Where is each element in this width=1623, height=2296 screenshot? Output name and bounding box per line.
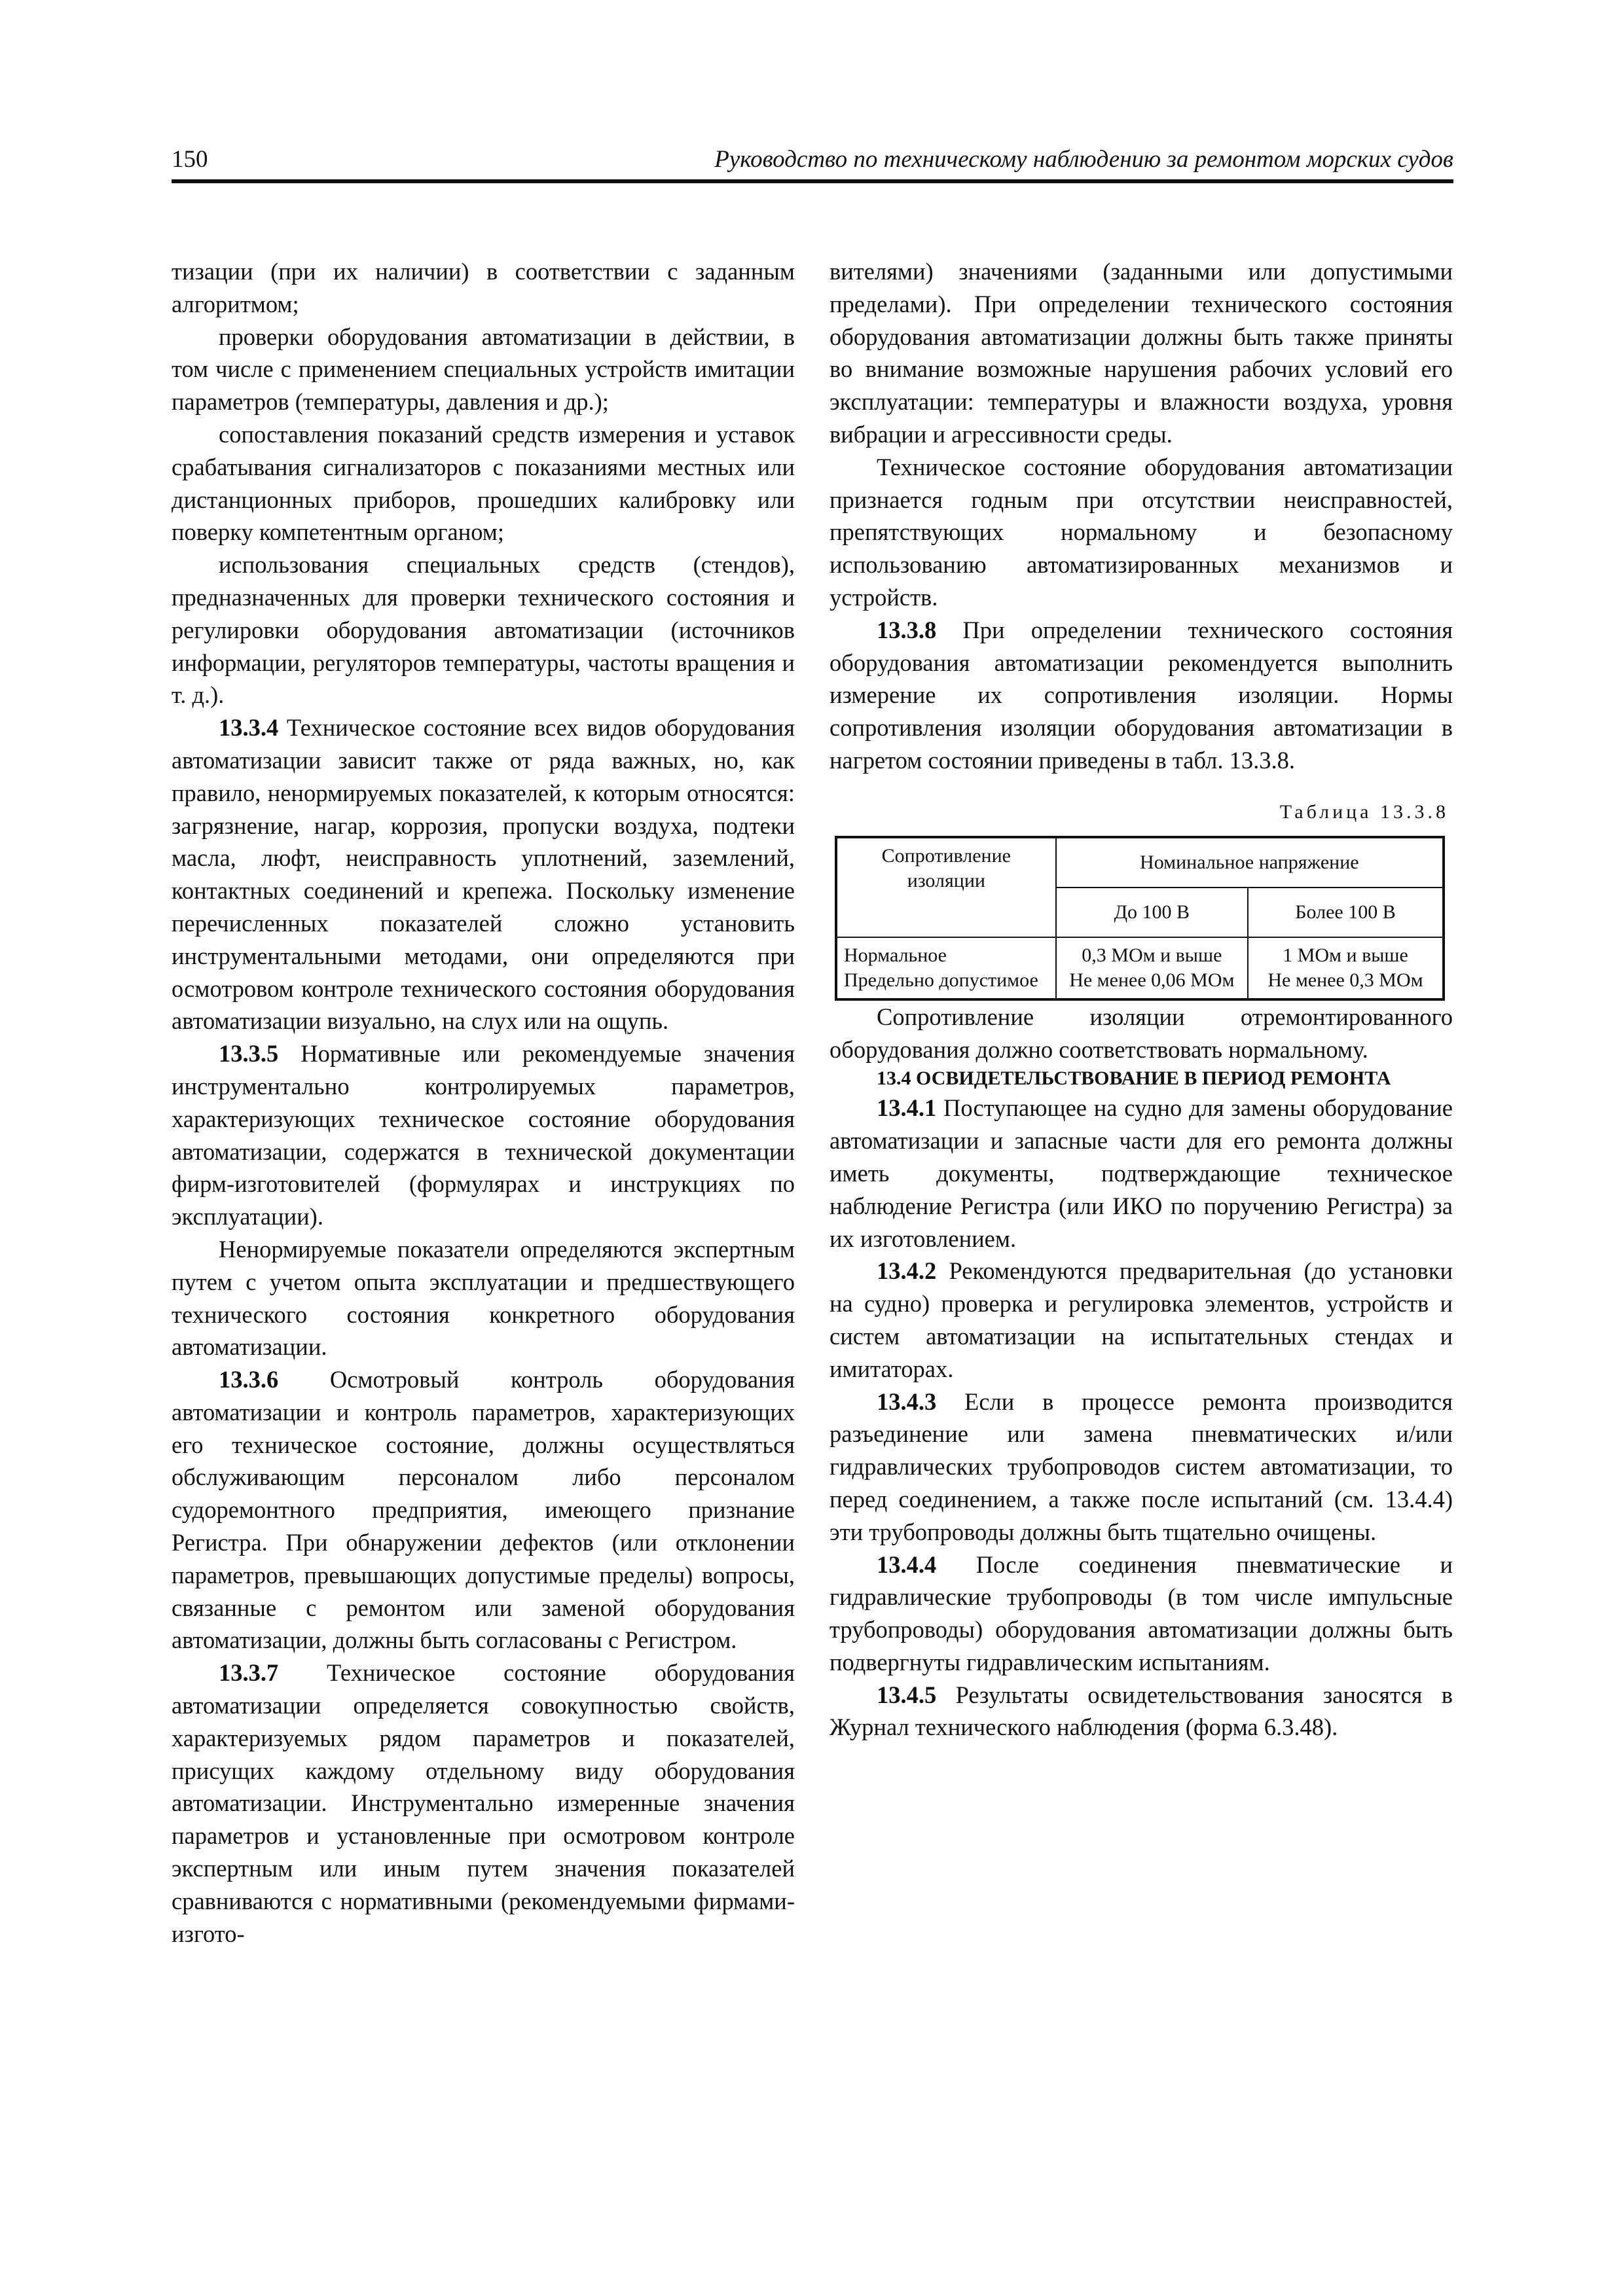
clause-number: 13.3.5 (219, 1040, 279, 1067)
paragraph-text: Техническое состояние всех видов оборудования автоматизации зависит также от ряда важных, но, как правило, ненормируемых показателей, к которым относятся: загрязнение, нагар, коррозия, пропуски воздуха, подтеки масла, люфт, неисправность уплотнений, заземлений, контактных соединений и крепежа. Поскольку изменение перечисленных показателей сложно установить инструментальными методами, они определяются при осмотровом контроле технического состояния оборудования автоматизации визуально, на слух или на ощупь. (172, 714, 795, 1035)
row-label-normal: Нормальное (844, 944, 947, 966)
left-column-paragraphs (172, 255, 795, 1950)
clause-number: 13.4.2 (877, 1257, 937, 1285)
clause-number: 13.4.4 (877, 1551, 937, 1578)
page-number: 150 (172, 146, 208, 173)
paragraph (172, 418, 795, 548)
paragraph-text: сопоставления показаний средств измерения и уставок срабатывания сигнализаторов с показаниями местных или дистанционных приборов, прошедших калибровку или поверку компетентным органом; (172, 420, 795, 546)
clause-number: 13.3.4 (219, 714, 279, 742)
running-title: Руководство по техническому наблюдению за ремонтом морских судов (714, 146, 1453, 173)
table-row (836, 937, 1444, 999)
clause-number: 13.3.8 (877, 616, 937, 643)
paragraph (172, 255, 795, 321)
table-cell-up-to-100v (1056, 937, 1248, 999)
page-header (172, 143, 1453, 183)
paragraph-text: проверки оборудования автоматизации в действии, в том числе с применением специальных устройств имитации параметров (температуры, давления и др.); (172, 323, 795, 416)
paragraph (172, 1363, 795, 1657)
paragraph-text: Поступающее на судно для замены оборудование автоматизации и запасные части для его ремонта должны иметь документы, подтверждающие техническое наблюдение Регистра (или ИКО по поручению Регистра) за их изготовлением. (830, 1094, 1453, 1252)
table-subheader-over-100v: Более 100 В (1248, 888, 1444, 937)
paragraph (830, 1679, 1453, 1744)
paragraph (830, 1549, 1453, 1679)
paragraph-text: тизации (при их наличии) в соответствии с заданным алгоритмом; (172, 258, 795, 317)
paragraph-text: Техническое состояние оборудования автоматизации признается годным при отсутствии неисправностей, препятствующих нормальному и безопасному использованию автоматизированных механизмов и устройств. (830, 453, 1453, 611)
paragraph (830, 255, 1453, 451)
table-header-resistance: Сопротивление изоляции (836, 837, 1056, 937)
paragraph (172, 1233, 795, 1363)
table-header-voltage: Номинальное напряжение (1056, 837, 1444, 888)
paragraph-text: использования специальных средств (стендов), предназначенных для проверки технического состояния и регулировки оборудования автоматизации (источников информации, регуляторов температуры, частоты вращения и т. д.). (172, 551, 795, 709)
paragraph (830, 1092, 1453, 1255)
paragraph-text: Осмотровый контроль оборудования автоматизации и контроль параметров, характеризующих его техническое состояние, должны осуществляться обслуживающим персоналом либо персоналом судоремонтного предприятия, имеющего признание Регистра. При обнаружении дефектов (или отклонении параметров, превышающих допустимые пределы) вопросы, связанные с ремонтом или заменой оборудования автоматизации, должны быть согласованы с Регистром. (172, 1366, 795, 1654)
paragraph (830, 451, 1453, 614)
right-column-bottom-paragraphs (830, 1092, 1453, 1744)
right-column (830, 255, 1453, 1744)
paragraph (172, 548, 795, 711)
value-limit-up-to-100v: Не менее 0,06 МОм (1069, 969, 1235, 991)
value-normal-over-100v: 1 МОм и выше (1283, 944, 1408, 966)
paragraph-text: После соединения пневматические и гидравлические трубопроводы (в том числе импульсные трубопроводы) оборудования автоматизации должны быть подвергнуты гидравлическим испытаниям. (830, 1551, 1453, 1676)
value-limit-over-100v: Не менее 0,3 МОм (1267, 969, 1423, 991)
paragraph (830, 614, 1453, 777)
clause-number: 13.4.5 (877, 1681, 937, 1708)
value-normal-up-to-100v: 0,3 МОм и выше (1082, 944, 1222, 966)
table-caption: Таблица 13.3.8 (1279, 800, 1449, 823)
clause-number: 13.3.7 (219, 1659, 279, 1687)
paragraph (830, 1255, 1453, 1385)
paragraph-text: Нормативные или рекомендуемые значения инструментально контролируемых параметров, характеризующих техническое состояние оборудования автоматизации, содержатся в технической документации фирм-изготовителей (формулярах и инструкциях по эксплуатации). (172, 1040, 795, 1230)
paragraph-after-table: Сопротивление изоляции отремонтированного оборудования должно соответствовать нормальному. (830, 1003, 1453, 1063)
table-cell-over-100v (1248, 937, 1444, 999)
paragraph (172, 1657, 795, 1950)
table-header-row (836, 837, 1444, 888)
section-heading: 13.4 ОСВИДЕТЕЛЬСТВОВАНИЕ В ПЕРИОД РЕМОНТА (877, 1067, 1391, 1090)
paragraph-text: Если в процессе ремонта производится разъединение или замена пневматических и/или гидравлических трубопроводов систем автоматизации, то перед соединением, а также после испытаний (см. 13.4.4) эти трубопроводы должны быть тщательно очищены. (830, 1388, 1453, 1545)
paragraph (172, 711, 795, 1037)
row-label-limit: Предельно допустимое (844, 969, 1038, 991)
table-subheader-up-to-100v: До 100 В (1056, 888, 1248, 937)
left-column (172, 255, 795, 1950)
clause-number: 13.4.1 (877, 1094, 937, 1122)
insulation-resistance-table (835, 836, 1445, 1001)
paragraph (172, 1037, 795, 1233)
paragraph (830, 1386, 1453, 1549)
paragraph (172, 321, 795, 418)
paragraph-text: Техническое состояние оборудования автоматизации определяется совокупностью свойств, характеризуемых рядом параметров и показателей, присущих каждому отдельному виду оборудования автоматизации. Инструментально измеренные значения параметров и установленные при осмотровом контроле экспертным или иным путем значения показателей сравниваются с нормативными (рекомендуемыми фирмами-изгото- (172, 1659, 795, 1947)
clause-number: 13.3.6 (219, 1366, 279, 1393)
table-cell-row-labels (836, 937, 1056, 999)
clause-number: 13.4.3 (877, 1388, 937, 1415)
paragraph-text: Ненормируемые показатели определяются экспертным путем с учетом опыта эксплуатации и предшествующего технического состояния конкретного оборудования автоматизации. (172, 1235, 795, 1361)
paragraph-text: вителями) значениями (заданными или допустимыми пределами). При определении технического состояния оборудования автоматизации должны быть также приняты во внимание возможные нарушения рабочих условий его эксплуатации: температуры и влажности воздуха, уровня вибрации и агрессивности среды. (830, 258, 1453, 448)
paragraph-text: При определении технического состояния оборудования автоматизации рекомендуется выполнить измерение их сопротивления изоляции. Нормы сопротивления изоляции оборудования автоматизации в нагретом состоянии приведены в табл. 13.3.8. (830, 616, 1453, 774)
right-column-top-paragraphs (830, 255, 1453, 777)
paragraph-text: Рекомендуются предварительная (до установки на судно) проверка и регулировка элементов, устройств и систем автоматизации на испытательных стендах и имитаторах. (830, 1257, 1453, 1382)
paragraph-text: Результаты освидетельствования заносятся в Журнал технического наблюдения (форма 6.3.48). (830, 1681, 1453, 1741)
